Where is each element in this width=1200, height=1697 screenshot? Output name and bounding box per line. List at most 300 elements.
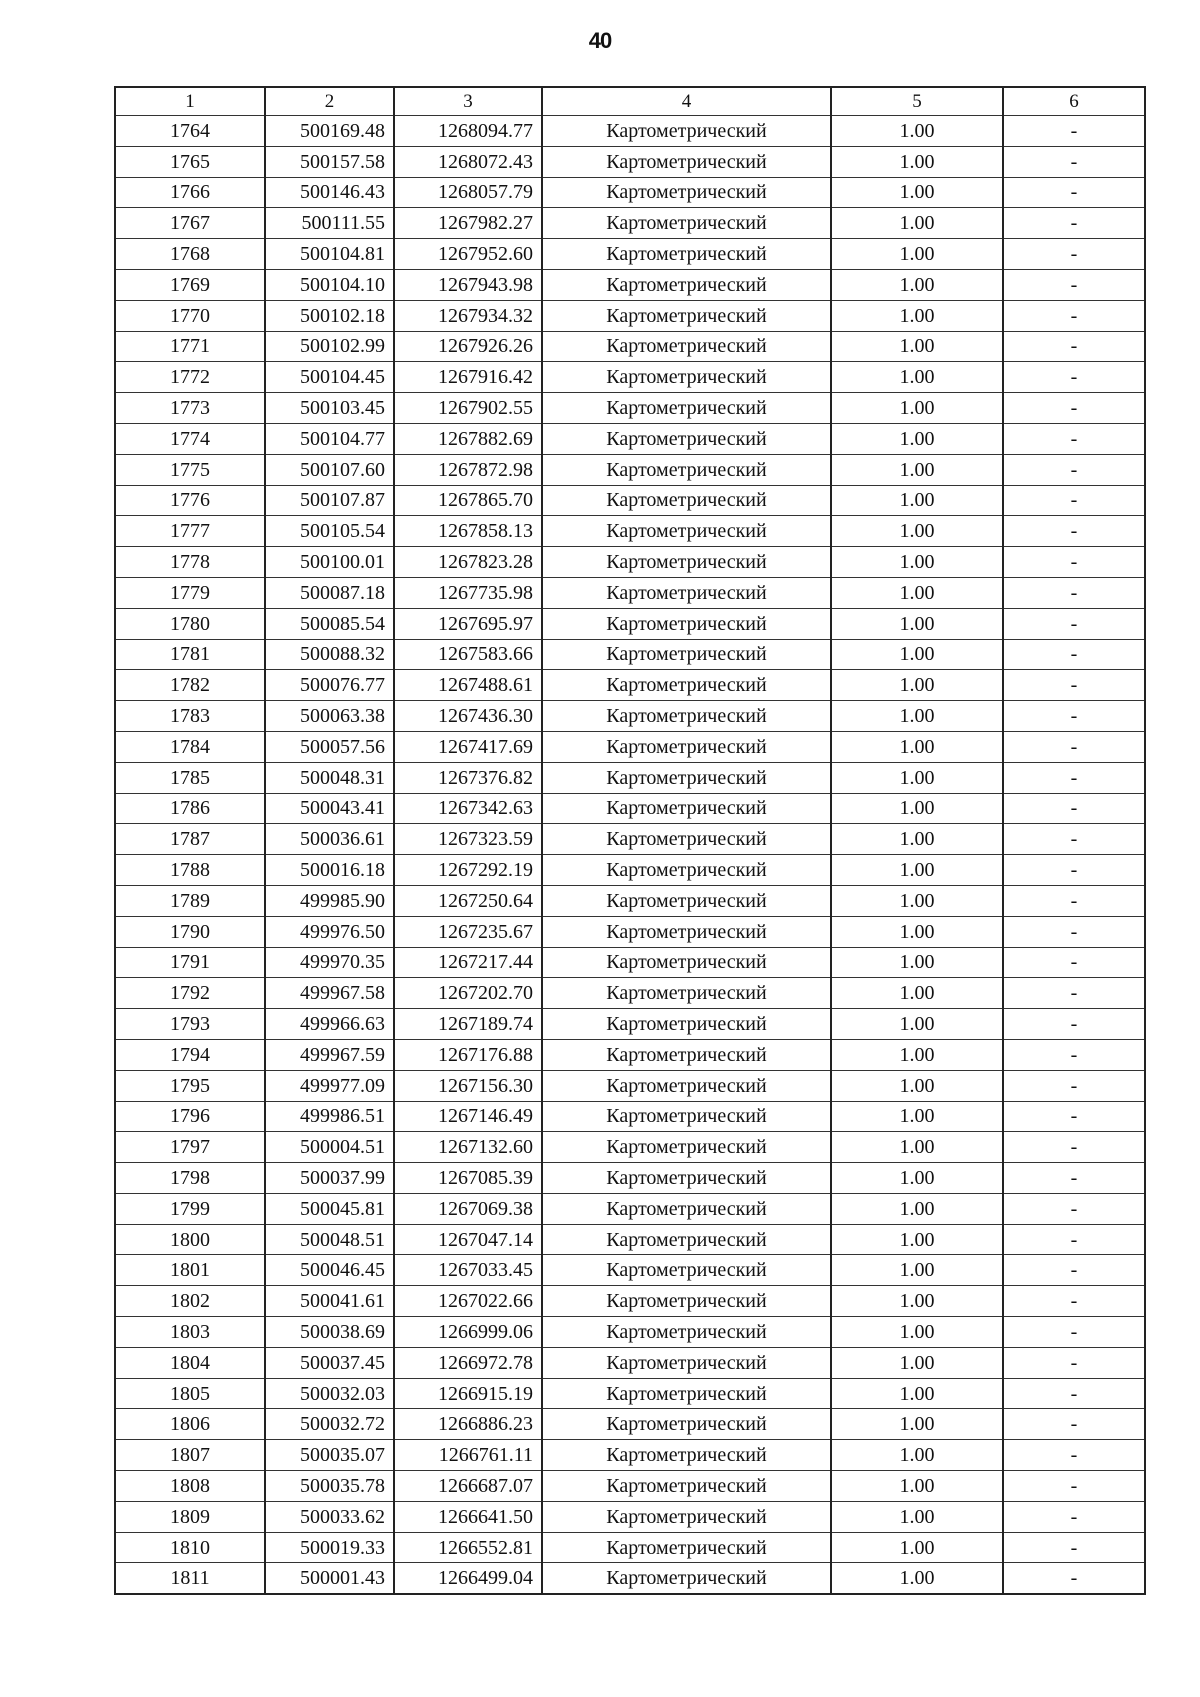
- table-row: [115, 1009, 1145, 1040]
- accuracy-cell: 1.00: [831, 516, 1003, 547]
- accuracy-cell: 1.00: [831, 916, 1003, 947]
- table-row: [115, 485, 1145, 516]
- y-coordinate-cell: 1267823.28: [394, 547, 542, 578]
- description-cell: -: [1003, 978, 1145, 1009]
- y-coordinate-cell: 1267176.88: [394, 1039, 542, 1070]
- x-coordinate-cell: 500048.31: [265, 762, 394, 793]
- method-cell: Картометрический: [542, 1101, 831, 1132]
- y-coordinate-cell: 1267156.30: [394, 1070, 542, 1101]
- table-row: [115, 978, 1145, 1009]
- accuracy-cell: 1.00: [831, 208, 1003, 239]
- x-coordinate-cell: 500104.81: [265, 239, 394, 270]
- point-number-cell: 1767: [115, 208, 265, 239]
- table-row: [115, 1409, 1145, 1440]
- y-coordinate-cell: 1267217.44: [394, 947, 542, 978]
- accuracy-cell: 1.00: [831, 146, 1003, 177]
- point-number-cell: 1778: [115, 547, 265, 578]
- y-coordinate-cell: 1267250.64: [394, 885, 542, 916]
- x-coordinate-cell: 500104.77: [265, 423, 394, 454]
- method-cell: Картометрический: [542, 1193, 831, 1224]
- table-row: [115, 608, 1145, 639]
- accuracy-cell: 1.00: [831, 547, 1003, 578]
- point-number-cell: 1790: [115, 916, 265, 947]
- description-cell: -: [1003, 670, 1145, 701]
- y-coordinate-cell: 1267872.98: [394, 454, 542, 485]
- point-number-cell: 1773: [115, 393, 265, 424]
- method-cell: Картометрический: [542, 393, 831, 424]
- x-coordinate-cell: 500032.03: [265, 1378, 394, 1409]
- x-coordinate-cell: 500032.72: [265, 1409, 394, 1440]
- y-coordinate-cell: 1267943.98: [394, 269, 542, 300]
- y-coordinate-cell: 1267069.38: [394, 1193, 542, 1224]
- method-cell: Картометрический: [542, 1009, 831, 1040]
- description-cell: -: [1003, 793, 1145, 824]
- y-coordinate-cell: 1267146.49: [394, 1101, 542, 1132]
- table-row: [115, 1132, 1145, 1163]
- table-row: [115, 239, 1145, 270]
- description-cell: -: [1003, 701, 1145, 732]
- point-number-cell: 1803: [115, 1317, 265, 1348]
- table-row: [115, 1563, 1145, 1594]
- accuracy-cell: 1.00: [831, 423, 1003, 454]
- accuracy-cell: 1.00: [831, 762, 1003, 793]
- point-number-cell: 1806: [115, 1409, 265, 1440]
- method-cell: Картометрический: [542, 1501, 831, 1532]
- x-coordinate-cell: 500107.87: [265, 485, 394, 516]
- x-coordinate-cell: 500103.45: [265, 393, 394, 424]
- method-cell: Картометрический: [542, 300, 831, 331]
- accuracy-cell: 1.00: [831, 1193, 1003, 1224]
- point-number-cell: 1810: [115, 1532, 265, 1563]
- point-number-cell: 1809: [115, 1501, 265, 1532]
- method-cell: Картометрический: [542, 577, 831, 608]
- point-number-cell: 1794: [115, 1039, 265, 1070]
- accuracy-cell: 1.00: [831, 239, 1003, 270]
- description-cell: -: [1003, 1347, 1145, 1378]
- x-coordinate-cell: 500102.99: [265, 331, 394, 362]
- x-coordinate-cell: 500045.81: [265, 1193, 394, 1224]
- x-coordinate-cell: 500035.78: [265, 1471, 394, 1502]
- y-coordinate-cell: 1267916.42: [394, 362, 542, 393]
- accuracy-cell: 1.00: [831, 1255, 1003, 1286]
- y-coordinate-cell: 1267695.97: [394, 608, 542, 639]
- description-cell: -: [1003, 208, 1145, 239]
- y-coordinate-cell: 1266915.19: [394, 1378, 542, 1409]
- y-coordinate-cell: 1266886.23: [394, 1409, 542, 1440]
- method-cell: Картометрический: [542, 1347, 831, 1378]
- point-number-cell: 1772: [115, 362, 265, 393]
- table-row: [115, 701, 1145, 732]
- table-row: [115, 1471, 1145, 1502]
- point-number-cell: 1788: [115, 855, 265, 886]
- table-row: [115, 916, 1145, 947]
- accuracy-cell: 1.00: [831, 670, 1003, 701]
- method-cell: Картометрический: [542, 208, 831, 239]
- x-coordinate-cell: 500036.61: [265, 824, 394, 855]
- accuracy-cell: 1.00: [831, 362, 1003, 393]
- accuracy-cell: 1.00: [831, 1532, 1003, 1563]
- table-row: [115, 1224, 1145, 1255]
- point-number-cell: 1787: [115, 824, 265, 855]
- method-cell: Картометрический: [542, 1286, 831, 1317]
- y-coordinate-cell: 1267882.69: [394, 423, 542, 454]
- table-row: [115, 208, 1145, 239]
- point-number-cell: 1792: [115, 978, 265, 1009]
- accuracy-cell: 1.00: [831, 331, 1003, 362]
- x-coordinate-cell: 500004.51: [265, 1132, 394, 1163]
- header-cell-6: 6: [1003, 87, 1145, 116]
- x-coordinate-cell: 499966.63: [265, 1009, 394, 1040]
- y-coordinate-cell: 1266641.50: [394, 1501, 542, 1532]
- accuracy-cell: 1.00: [831, 1286, 1003, 1317]
- accuracy-cell: 1.00: [831, 1224, 1003, 1255]
- table-row: [115, 423, 1145, 454]
- method-cell: Картометрический: [542, 239, 831, 270]
- accuracy-cell: 1.00: [831, 1347, 1003, 1378]
- y-coordinate-cell: 1267858.13: [394, 516, 542, 547]
- table-row: [115, 331, 1145, 362]
- table-row: [115, 793, 1145, 824]
- header-cell-2: 2: [265, 87, 394, 116]
- table-row: [115, 269, 1145, 300]
- description-cell: -: [1003, 1532, 1145, 1563]
- y-coordinate-cell: 1267189.74: [394, 1009, 542, 1040]
- description-cell: -: [1003, 577, 1145, 608]
- method-cell: Картометрический: [542, 762, 831, 793]
- point-number-cell: 1780: [115, 608, 265, 639]
- x-coordinate-cell: 500037.99: [265, 1163, 394, 1194]
- accuracy-cell: 1.00: [831, 1009, 1003, 1040]
- description-cell: -: [1003, 269, 1145, 300]
- accuracy-cell: 1.00: [831, 608, 1003, 639]
- y-coordinate-cell: 1267902.55: [394, 393, 542, 424]
- method-cell: Картометрический: [542, 1471, 831, 1502]
- header-cell-1: 1: [115, 87, 265, 116]
- y-coordinate-cell: 1267735.98: [394, 577, 542, 608]
- method-cell: Картометрический: [542, 146, 831, 177]
- method-cell: Картометрический: [542, 885, 831, 916]
- description-cell: -: [1003, 146, 1145, 177]
- table-row: [115, 177, 1145, 208]
- accuracy-cell: 1.00: [831, 824, 1003, 855]
- table-row: [115, 1101, 1145, 1132]
- x-coordinate-cell: 499967.58: [265, 978, 394, 1009]
- method-cell: Картометрический: [542, 116, 831, 147]
- point-number-cell: 1774: [115, 423, 265, 454]
- y-coordinate-cell: 1267583.66: [394, 639, 542, 670]
- method-cell: Картометрический: [542, 1163, 831, 1194]
- description-cell: -: [1003, 1317, 1145, 1348]
- y-coordinate-cell: 1266972.78: [394, 1347, 542, 1378]
- table-row: [115, 393, 1145, 424]
- y-coordinate-cell: 1267047.14: [394, 1224, 542, 1255]
- description-cell: -: [1003, 916, 1145, 947]
- method-cell: Картометрический: [542, 1440, 831, 1471]
- y-coordinate-cell: 1267436.30: [394, 701, 542, 732]
- y-coordinate-cell: 1266999.06: [394, 1317, 542, 1348]
- point-number-cell: 1775: [115, 454, 265, 485]
- table-row: [115, 731, 1145, 762]
- y-coordinate-cell: 1267934.32: [394, 300, 542, 331]
- x-coordinate-cell: 499967.59: [265, 1039, 394, 1070]
- point-number-cell: 1808: [115, 1471, 265, 1502]
- description-cell: -: [1003, 1440, 1145, 1471]
- description-cell: -: [1003, 423, 1145, 454]
- description-cell: -: [1003, 547, 1145, 578]
- table-row: [115, 1347, 1145, 1378]
- description-cell: -: [1003, 1378, 1145, 1409]
- y-coordinate-cell: 1267488.61: [394, 670, 542, 701]
- method-cell: Картометрический: [542, 547, 831, 578]
- method-cell: Картометрический: [542, 978, 831, 1009]
- header-cell-4: 4: [542, 87, 831, 116]
- accuracy-cell: 1.00: [831, 1317, 1003, 1348]
- x-coordinate-cell: 500104.45: [265, 362, 394, 393]
- y-coordinate-cell: 1267323.59: [394, 824, 542, 855]
- method-cell: Картометрический: [542, 916, 831, 947]
- description-cell: -: [1003, 1039, 1145, 1070]
- method-cell: Картометрический: [542, 516, 831, 547]
- table-row: [115, 146, 1145, 177]
- table-row: [115, 1255, 1145, 1286]
- method-cell: Картометрический: [542, 1039, 831, 1070]
- point-number-cell: 1800: [115, 1224, 265, 1255]
- description-cell: -: [1003, 608, 1145, 639]
- accuracy-cell: 1.00: [831, 1409, 1003, 1440]
- accuracy-cell: 1.00: [831, 731, 1003, 762]
- method-cell: Картометрический: [542, 331, 831, 362]
- method-cell: Картометрический: [542, 1132, 831, 1163]
- x-coordinate-cell: 500048.51: [265, 1224, 394, 1255]
- point-number-cell: 1769: [115, 269, 265, 300]
- method-cell: Картометрический: [542, 1224, 831, 1255]
- y-coordinate-cell: 1267952.60: [394, 239, 542, 270]
- description-cell: -: [1003, 1009, 1145, 1040]
- accuracy-cell: 1.00: [831, 1440, 1003, 1471]
- x-coordinate-cell: 500102.18: [265, 300, 394, 331]
- description-cell: -: [1003, 177, 1145, 208]
- point-number-cell: 1798: [115, 1163, 265, 1194]
- x-coordinate-cell: 500001.43: [265, 1563, 394, 1594]
- x-coordinate-cell: 500146.43: [265, 177, 394, 208]
- method-cell: Картометрический: [542, 423, 831, 454]
- x-coordinate-cell: 499985.90: [265, 885, 394, 916]
- point-number-cell: 1784: [115, 731, 265, 762]
- description-cell: -: [1003, 485, 1145, 516]
- method-cell: Картометрический: [542, 177, 831, 208]
- table-row: [115, 362, 1145, 393]
- point-number-cell: 1807: [115, 1440, 265, 1471]
- accuracy-cell: 1.00: [831, 701, 1003, 732]
- accuracy-cell: 1.00: [831, 177, 1003, 208]
- method-cell: Картометрический: [542, 855, 831, 886]
- x-coordinate-cell: 499977.09: [265, 1070, 394, 1101]
- description-cell: -: [1003, 1501, 1145, 1532]
- description-cell: -: [1003, 824, 1145, 855]
- table-row: [115, 947, 1145, 978]
- point-number-cell: 1782: [115, 670, 265, 701]
- point-number-cell: 1786: [115, 793, 265, 824]
- header-row: [115, 87, 1145, 116]
- description-cell: -: [1003, 731, 1145, 762]
- y-coordinate-cell: 1267417.69: [394, 731, 542, 762]
- method-cell: Картометрический: [542, 824, 831, 855]
- point-number-cell: 1764: [115, 116, 265, 147]
- table-row: [115, 824, 1145, 855]
- description-cell: -: [1003, 1101, 1145, 1132]
- accuracy-cell: 1.00: [831, 454, 1003, 485]
- table-row: [115, 855, 1145, 886]
- point-number-cell: 1779: [115, 577, 265, 608]
- point-number-cell: 1799: [115, 1193, 265, 1224]
- accuracy-cell: 1.00: [831, 639, 1003, 670]
- method-cell: Картометрический: [542, 1532, 831, 1563]
- description-cell: -: [1003, 947, 1145, 978]
- description-cell: -: [1003, 762, 1145, 793]
- table-row: [115, 1317, 1145, 1348]
- y-coordinate-cell: 1267085.39: [394, 1163, 542, 1194]
- y-coordinate-cell: 1267292.19: [394, 855, 542, 886]
- point-number-cell: 1783: [115, 701, 265, 732]
- description-cell: -: [1003, 362, 1145, 393]
- y-coordinate-cell: 1266499.04: [394, 1563, 542, 1594]
- table-row: [115, 116, 1145, 147]
- accuracy-cell: 1.00: [831, 947, 1003, 978]
- table-row: [115, 300, 1145, 331]
- point-number-cell: 1795: [115, 1070, 265, 1101]
- accuracy-cell: 1.00: [831, 393, 1003, 424]
- table-row: [115, 577, 1145, 608]
- accuracy-cell: 1.00: [831, 1070, 1003, 1101]
- header-cell-5: 5: [831, 87, 1003, 116]
- method-cell: Картометрический: [542, 1255, 831, 1286]
- point-number-cell: 1777: [115, 516, 265, 547]
- y-coordinate-cell: 1266552.81: [394, 1532, 542, 1563]
- x-coordinate-cell: 500016.18: [265, 855, 394, 886]
- y-coordinate-cell: 1267202.70: [394, 978, 542, 1009]
- point-number-cell: 1776: [115, 485, 265, 516]
- x-coordinate-cell: 500038.69: [265, 1317, 394, 1348]
- method-cell: Картометрический: [542, 1563, 831, 1594]
- x-coordinate-cell: 500063.38: [265, 701, 394, 732]
- x-coordinate-cell: 500100.01: [265, 547, 394, 578]
- accuracy-cell: 1.00: [831, 1039, 1003, 1070]
- y-coordinate-cell: 1266687.07: [394, 1471, 542, 1502]
- y-coordinate-cell: 1267033.45: [394, 1255, 542, 1286]
- description-cell: -: [1003, 1471, 1145, 1502]
- method-cell: Картометрический: [542, 701, 831, 732]
- x-coordinate-cell: 499970.35: [265, 947, 394, 978]
- y-coordinate-cell: 1267022.66: [394, 1286, 542, 1317]
- x-coordinate-cell: 499986.51: [265, 1101, 394, 1132]
- table-row: [115, 1163, 1145, 1194]
- table-row: [115, 1440, 1145, 1471]
- x-coordinate-cell: 500087.18: [265, 577, 394, 608]
- method-cell: Картометрический: [542, 793, 831, 824]
- method-cell: Картометрический: [542, 269, 831, 300]
- point-number-cell: 1796: [115, 1101, 265, 1132]
- method-cell: Картометрический: [542, 670, 831, 701]
- x-coordinate-cell: 500104.10: [265, 269, 394, 300]
- y-coordinate-cell: 1267235.67: [394, 916, 542, 947]
- x-coordinate-cell: 500105.54: [265, 516, 394, 547]
- point-number-cell: 1770: [115, 300, 265, 331]
- point-number-cell: 1801: [115, 1255, 265, 1286]
- x-coordinate-cell: 500111.55: [265, 208, 394, 239]
- description-cell: -: [1003, 239, 1145, 270]
- table-row: [115, 547, 1145, 578]
- x-coordinate-cell: 500046.45: [265, 1255, 394, 1286]
- x-coordinate-cell: 500033.62: [265, 1501, 394, 1532]
- x-coordinate-cell: 500037.45: [265, 1347, 394, 1378]
- description-cell: -: [1003, 1286, 1145, 1317]
- table-row: [115, 639, 1145, 670]
- description-cell: -: [1003, 516, 1145, 547]
- accuracy-cell: 1.00: [831, 1378, 1003, 1409]
- y-coordinate-cell: 1266761.11: [394, 1440, 542, 1471]
- accuracy-cell: 1.00: [831, 300, 1003, 331]
- y-coordinate-cell: 1268072.43: [394, 146, 542, 177]
- accuracy-cell: 1.00: [831, 885, 1003, 916]
- accuracy-cell: 1.00: [831, 485, 1003, 516]
- description-cell: -: [1003, 454, 1145, 485]
- x-coordinate-cell: 500057.56: [265, 731, 394, 762]
- description-cell: -: [1003, 300, 1145, 331]
- y-coordinate-cell: 1268094.77: [394, 116, 542, 147]
- description-cell: -: [1003, 393, 1145, 424]
- x-coordinate-cell: 500088.32: [265, 639, 394, 670]
- accuracy-cell: 1.00: [831, 1471, 1003, 1502]
- y-coordinate-cell: 1267376.82: [394, 762, 542, 793]
- accuracy-cell: 1.00: [831, 269, 1003, 300]
- table-row: [115, 516, 1145, 547]
- point-number-cell: 1781: [115, 639, 265, 670]
- table-row: [115, 762, 1145, 793]
- accuracy-cell: 1.00: [831, 116, 1003, 147]
- x-coordinate-cell: 500169.48: [265, 116, 394, 147]
- description-cell: -: [1003, 331, 1145, 362]
- table-row: [115, 1501, 1145, 1532]
- point-number-cell: 1789: [115, 885, 265, 916]
- accuracy-cell: 1.00: [831, 1501, 1003, 1532]
- table-row: [115, 1193, 1145, 1224]
- description-cell: -: [1003, 1163, 1145, 1194]
- x-coordinate-cell: 500035.07: [265, 1440, 394, 1471]
- method-cell: Картометрический: [542, 1317, 831, 1348]
- table-row: [115, 670, 1145, 701]
- accuracy-cell: 1.00: [831, 1563, 1003, 1594]
- description-cell: -: [1003, 1563, 1145, 1594]
- page-number: 40: [588, 28, 612, 53]
- description-cell: -: [1003, 1132, 1145, 1163]
- description-cell: -: [1003, 1255, 1145, 1286]
- y-coordinate-cell: 1267926.26: [394, 331, 542, 362]
- y-coordinate-cell: 1267132.60: [394, 1132, 542, 1163]
- method-cell: Картометрический: [542, 454, 831, 485]
- description-cell: -: [1003, 639, 1145, 670]
- point-number-cell: 1811: [115, 1563, 265, 1594]
- y-coordinate-cell: 1267342.63: [394, 793, 542, 824]
- description-cell: -: [1003, 116, 1145, 147]
- coordinates-table: [114, 86, 1146, 1595]
- description-cell: -: [1003, 1224, 1145, 1255]
- header-cell-3: 3: [394, 87, 542, 116]
- table-row: [115, 1039, 1145, 1070]
- point-number-cell: 1791: [115, 947, 265, 978]
- y-coordinate-cell: 1268057.79: [394, 177, 542, 208]
- method-cell: Картометрический: [542, 1070, 831, 1101]
- table-row: [115, 1378, 1145, 1409]
